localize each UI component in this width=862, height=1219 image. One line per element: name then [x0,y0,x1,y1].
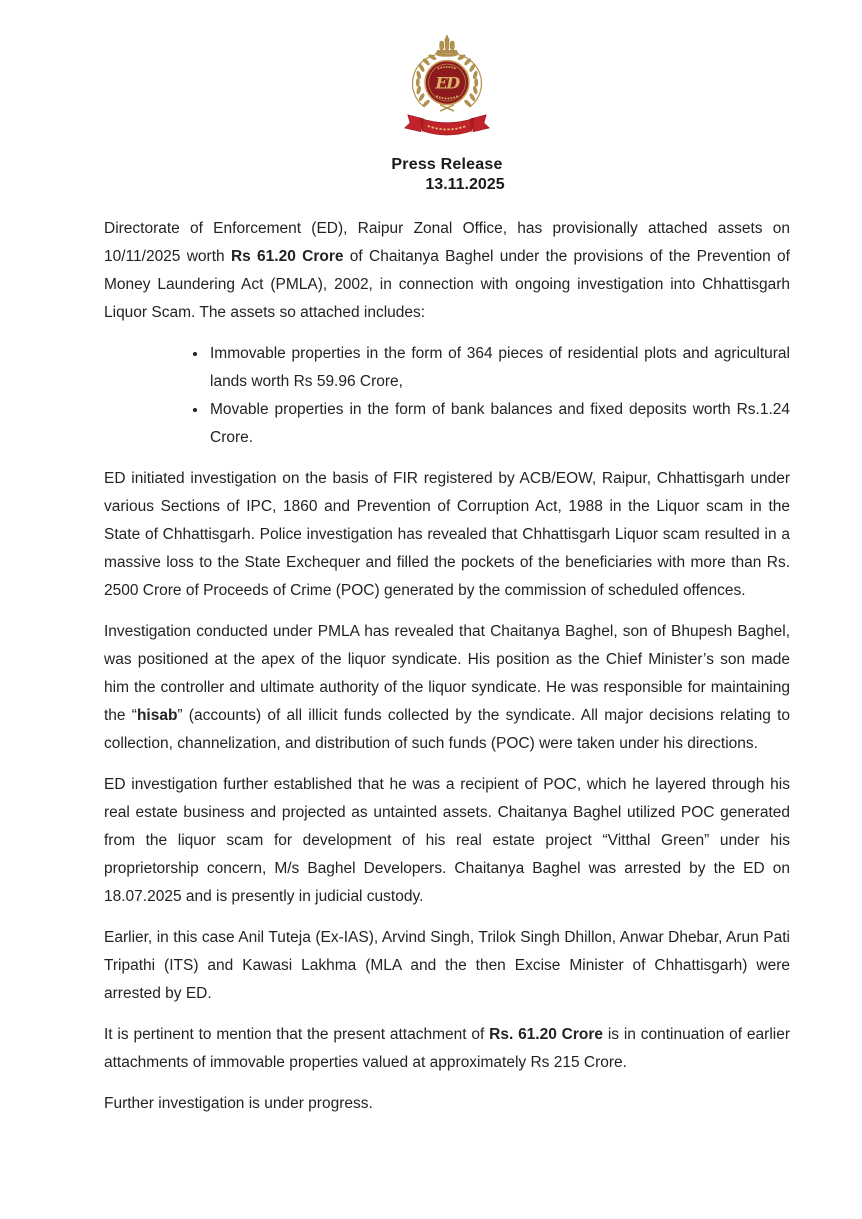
ribbon-banner-icon [405,115,490,135]
ed-monogram: ED [435,73,459,93]
text-run: ” (accounts) of all illicit funds collected by the syndicate. All major decisions relating to collection, channelization, and distribution of such funds (POC) were taken under his directions. [104,707,790,752]
ed-seal-icon [425,61,469,105]
ed-emblem-icon [397,33,497,149]
text-run: Movable properties in the form of bank balances and fixed deposits worth Rs.1.24 Crore. [210,401,790,446]
text-run: Further investigation is under progress. [104,1095,373,1112]
text-run: ED initiated investigation on the basis of FIR registered by ACB/EOW, Raipur, Chhattisgarh under various Sections of IPC, 1860 and Prevention of Corruption Act, 1988 in the Liquor scam in the State of Chhattisgarh. Police investigation has revealed that Chhattisgarh Liquor scam resulted in a massive loss to the State Exchequer and filled the pockets of the beneficiaries with more than Rs. 2500 Crore of Proceeds of Crime (POC) generated by the commission of scheduled offences. [104,470,790,599]
page-content [104,0,790,1118]
bold-text-run: hisab [136,707,178,724]
paragraph [104,1090,790,1118]
paragraph [104,924,790,1008]
bullet-list [104,340,790,452]
bold-text-run: Rs. 61.20 Crore [489,1026,604,1043]
text-run: of Chaitanya Baghel under the provisions of the Prevention of Money Laundering Act (PMLA), 2002, in connection with ongoing investigation into Chhattisgarh Liquor Scam. The assets so attached includes: [104,248,790,321]
text-run: Earlier, in this case Anil Tuteja (Ex-IAS), Arvind Singh, Trilok Singh Dhillon, Anwar Dhebar, Arun Pati Tripathi (ITS) and Kawasi Lakhma (MLA and the then Excise Minister of Chhattisgarh) were arrested by ED. [104,929,790,1002]
text-run: Immovable properties in the form of 364 pieces of residential plots and agricultural lands worth Rs 59.96 Crore, [210,345,790,390]
text-run: It is pertinent to mention that the present attachment of [104,1026,490,1043]
paragraph [104,465,790,605]
text-run: is in continuation of earlier attachments of immovable properties valued at approximately Rs 215 Crore. [104,1026,790,1071]
paragraph [104,1021,790,1077]
paragraph [104,771,790,911]
bold-text-run: Rs 61.20 Crore [230,248,344,265]
text-run: Investigation conducted under PMLA has revealed that Chaitanya Baghel, son of Bhupesh Baghel, was positioned at the apex of the liquor syndicate. His position as the Chief Minister’s son made him the controller and ultimate authority of the liquor syndicate. He was responsible for maintaining the “ [104,623,790,724]
document-body [104,215,790,1118]
paragraph [104,618,790,758]
paragraph [104,215,790,327]
press-release-date: 13.11.2025 [425,176,505,193]
text-run: ED investigation further established that he was a recipient of POC, which he layered through his real estate business and projected as untainted assets. Chaitanya Baghel utilized POC generated from the liquor scam for development of his real estate project “Vitthal Green” under his proprietorship concern, M/s Baghel Developers. Chaitanya Baghel was arrested by the ED on 18.07.2025 and is presently in judicial custody. [104,776,790,905]
text-run: Directorate of Enforcement (ED), Raipur Zonal Office, has provisionally attached assets on 10/11/2025 worth [104,220,790,265]
press-release-title: Press Release [391,156,503,173]
bullet-item [208,340,790,396]
bullet-item [208,396,790,452]
press-release-header [104,33,790,195]
